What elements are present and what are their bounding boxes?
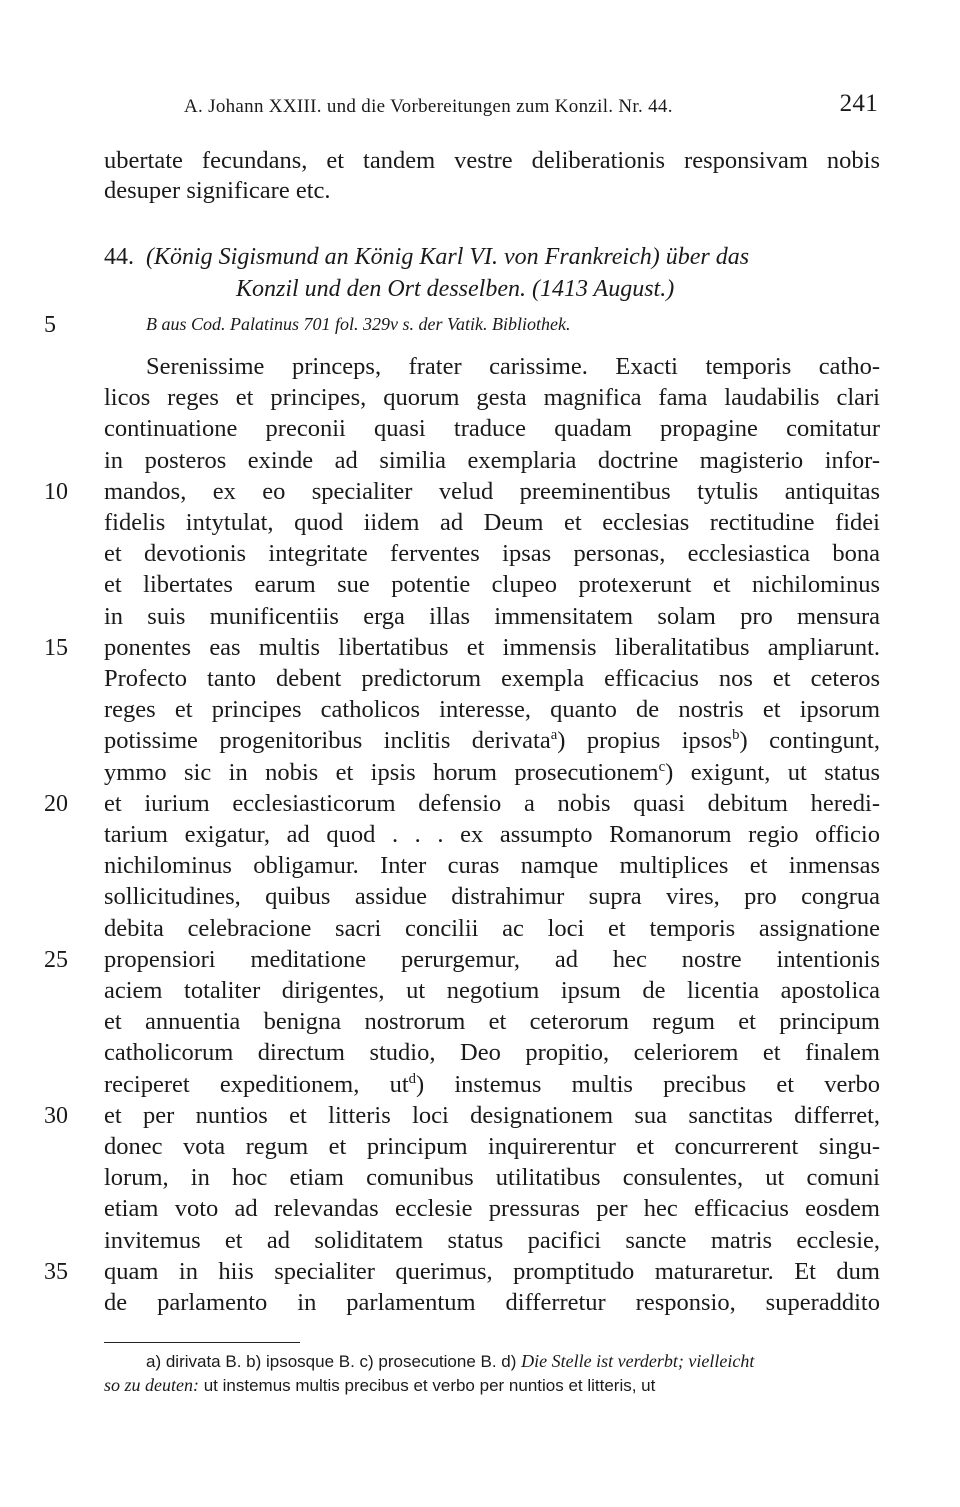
line-number: 15 [44,635,68,661]
footnote-text-italic: Die Stelle ist verderbt; vielleicht [521,1351,755,1371]
line-number: 25 [44,947,68,973]
body-line: in posteros exinde ad similia exemplaria doctrine magisterio infor- [104,447,880,474]
running-head [184,90,878,120]
document-heading-text: (König Sigismund an König Karl VI. von Frankreich) über das [146,244,750,270]
body-line-segment: reciperet expeditionem, ut [104,1071,409,1098]
line-number: 35 [44,1259,68,1285]
body-line: mandos, ex eo specialiter velud preeminentibus tytulis antiquitas [104,478,880,505]
document-number: 44. [104,244,134,270]
body-line: donec vota regum et principum inquirerentur et concurrerent singu- [104,1133,880,1160]
footnote-marker: c [658,758,666,775]
intro-line: desuper significare etc. [104,177,331,204]
body-line: et libertates earum sue potentie clupeo protexerunt et nichilominus [104,571,880,598]
body-line: ponentes eas multis libertatibus et immensis liberalitatibus ampliarunt. [104,634,880,661]
body-line: catholicorum directum studio, Deo propitio, celeriorem et finalem [104,1039,880,1066]
body-line: de parlamento in parlamentum differretur responsio, superaddito [104,1289,880,1316]
intro-line: ubertate fecundans, et tandem vestre deliberationis responsivam nobis [104,147,880,174]
footnote-text-italic: so zu deuten: [104,1375,199,1395]
line-number: 5 [44,312,56,338]
body-line: fidelis intytulat, quod iidem ad Deum et ecclesias rectitudine fidei [104,509,880,536]
body-line: et annuentia benigna nostrorum et ceterorum regum et principum [104,1008,880,1035]
body-line-segment: ) contingunt, [739,727,880,754]
body-line-segment: ) instemus multis precibus et verbo [415,1071,880,1098]
footnote-marker: a [550,726,558,743]
body-line-segment: ) propius ipsos [557,727,733,754]
body-line: invitemus et ad soliditatem status pacifici sancte matris ecclesie, [104,1227,880,1254]
body-line: tarium exigatur, ad quod . . . ex assumpto Romanorum regio officio [104,821,880,848]
line-number: 20 [44,791,68,817]
footnote-line [146,1350,880,1372]
footnote-marker: d [408,1070,416,1087]
body-line-segment: potissime progenitoribus inclitis derivata [104,727,551,754]
body-line: nichilominus obligamur. Inter curas namque multiplices et inmensas [104,852,880,879]
footnote-text: ut instemus multis precibus et verbo per nuntios et litteris, ut [203,1376,656,1395]
page-number: 241 [839,90,878,117]
footnote-text: a) dirivata B. b) ipsosque B. c) prosecutione B. d) [146,1352,517,1371]
body-line [104,726,880,756]
line-number: 10 [44,479,68,505]
body-line [104,758,880,788]
body-line: lorum, in hoc etiam comunibus utilitatibus consulentes, ut comuni [104,1164,880,1191]
body-line: quam in hiis specialiter querimus, promptitudo maturaretur. Et dum [104,1258,880,1285]
line-number: 30 [44,1103,68,1129]
running-head-title: A. Johann XXIII. und die Vorbereitungen zum Konzil. Nr. 44. [184,96,673,117]
body-line: sollicitudines, quibus assidue distrahimur supra vires, pro congrua [104,883,880,910]
source-citation: B aus Cod. Palatinus 701 fol. 329v s. der Vatik. Bibliothek. [146,314,571,334]
body-line-segment: ymmo sic in nobis et ipsis horum prosecutionem [104,759,659,786]
footnote-marker: b [732,726,740,743]
body-line: et per nuntios et litteris loci designationem sua sanctitas differret, [104,1102,880,1129]
footnote-rule [104,1342,300,1343]
body-line: aciem totaliter dirigentes, ut negotium ipsum de licentia apostolica [104,977,880,1004]
footnote-line [104,1374,880,1396]
body-line: continuatione preconii quasi traduce quadam propagine comitatur [104,415,880,442]
body-line: propensiori meditatione perurgemur, ad hec nostre intentionis [104,946,880,973]
document-heading-line2: Konzil und den Ort desselben. (1413 August.) [236,276,675,302]
document-heading-line1 [104,242,880,272]
body-line: etiam voto ad relevandas ecclesie pressuras per hec efficacius eosdem [104,1195,880,1222]
body-line: Serenissime princeps, frater carissime. Exacti temporis catho- [146,353,880,380]
body-line-segment: ) exigunt, ut status [665,759,881,786]
body-line: debita celebracione sacri concilii ac loci et temporis assignatione [104,915,880,942]
body-line: reges et principes catholicos interesse, quanto de nostris et ipsorum [104,696,880,723]
body-line: et iurium ecclesiasticorum defensio a nobis quasi debitum heredi- [104,790,880,817]
body-line: in suis munificentiis erga illas immensitatem solam pro mensura [104,603,880,630]
body-line [104,1070,880,1100]
body-line: et devotionis integritate ferventes ipsas personas, ecclesiastica bona [104,540,880,567]
body-line: licos reges et principes, quorum gesta magnifica fama laudabilis clari [104,384,880,411]
body-line: Profecto tanto debent predictorum exempla efficacius nos et ceteros [104,665,880,692]
